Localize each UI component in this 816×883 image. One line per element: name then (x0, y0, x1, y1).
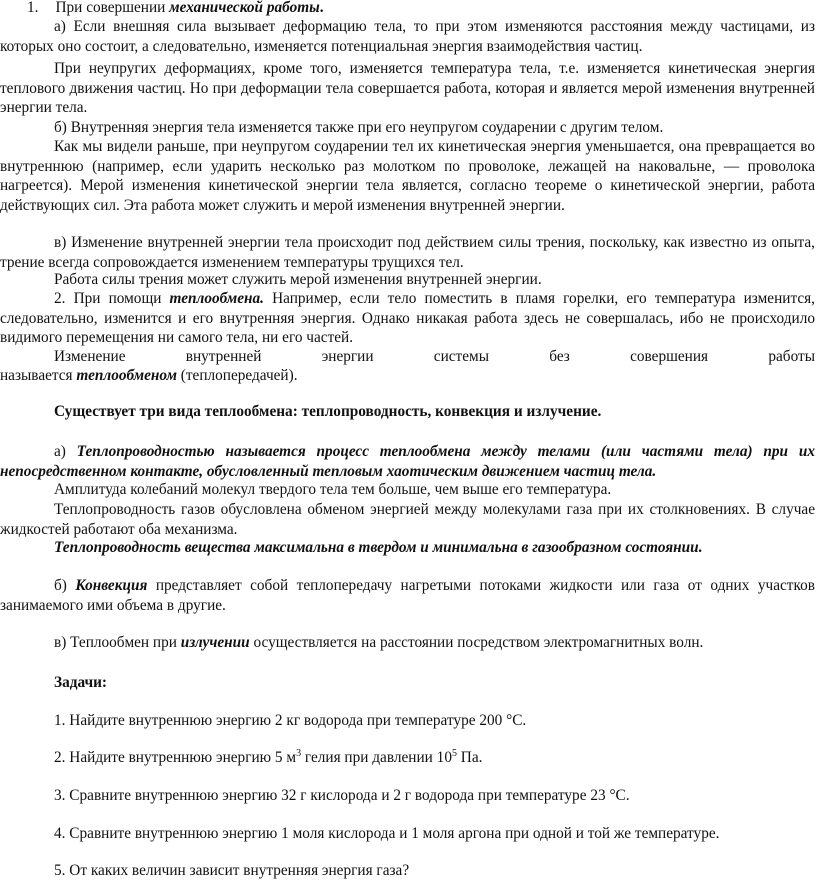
task-2: 2. Найдите внутреннюю энергию 5 $м^3$ гелия при давлении $10^5$ Па. (54, 747, 483, 766)
paragraph-gas-conduction: Теплопроводность газов обусловлена обменом энергией между молекулами газа при их столкновениях. В случае жидкостей работают оба механизма. (0, 501, 815, 538)
task-4: 4. Сравните внутреннюю энергию 1 моля кислорода и 1 моля аргона при одной и той же температуре. (54, 825, 720, 842)
task-1: 1. Найдите внутреннюю энергию 2 кг водорода при температуре 200 °С. (54, 712, 527, 729)
paragraph-collision-explanation: Как мы видели раньше, при неупругом соударении тел их кинетическая энергия уменьшается, она превращается во внутреннюю (например, если ударить несколько раз молотком по проволоке, лежащей на наковальне, — проволока нагреется). Мерой изменения кинетической энергии тела является, согласно теореме о кинетической энергии, работа действующих сил. Эта работа может служить и мерой изменения внутренней энергии. (0, 138, 815, 214)
paragraph-inelastic-collision: б) Внутренняя энергия тела изменяется также при его неупругом соударении с другим телом. (54, 119, 664, 136)
conduction-max-min: Теплопроводность вещества максимальна в твердом и минимальна в газообразном состоянии. (54, 539, 703, 556)
term-radiation: излучении (180, 634, 250, 651)
term-conduction: Теплопроводностью называется процесс теплообмена между телами (или частями тела) при их непосредственном контакте, обусловленный тепловым хаотическим движением частиц тела. (0, 443, 815, 480)
paragraph-inelastic-deformation: При неупругих деформациях, кроме того, изменяется температура тела, т.е. изменяется кинетическая энергия теплового движения частиц. Но при деформации тела совершается работа, которая и является мерой изменения внутренней энергии тела. (0, 60, 815, 117)
paragraph-friction: в) Изменение внутренней энергии тела происходит под действием силы трения, поскольку, как известно из опыта, трение всегда сопровождается изменением температуры трущихся тел. (0, 234, 815, 271)
task-5: 5. От каких величин зависит внутренняя энергия газа? (54, 862, 410, 879)
conduction-definition: а) Теплопроводностью называется процесс теплообмена между телами (или частями тела) при их непосредственном контакте, обусловленный тепловым хаотическим движением частиц тела. (0, 443, 815, 480)
task-3: 3. Сравните внутреннюю энергию 32 г кислорода и 2 г водорода при температуре 23 °С. (54, 787, 630, 804)
definition-continuation: называется теплообменом (теплопередачей). (0, 367, 298, 384)
radiation-paragraph: в) Теплообмен при излучении осуществляется на расстоянии посредством электромагнитных волн. (54, 634, 704, 651)
term-mechanical-work: механической работы (169, 0, 320, 16)
term-convection: Конвекция (75, 577, 148, 594)
term-heat-transfer: теплообменом (76, 367, 177, 384)
tasks-heading: Задачи: (54, 674, 108, 691)
section-1-heading: 1. При совершении механической работы. (27, 0, 324, 16)
convection-paragraph: б) Конвекция представляет собой теплопередачу нагретыми потоками жидкости или газа от одних участков занимаемого ими объема в другие. (0, 577, 815, 614)
paragraph-amplitude: Амплитуда колебаний молекул твердого тела тем больше, чем выше его температура. (54, 481, 612, 498)
definition-line: Изменение внутренней энергии системы без совершения работы (54, 348, 815, 365)
term-heat-exchange: теплообмена. (169, 290, 264, 307)
section-1-number: 1. (27, 0, 39, 16)
heat-exchange-types-heading: Существует три вида теплообмена: теплопроводность, конвекция и излучение. (54, 403, 602, 420)
section-2-heat-exchange: 2. При помощи теплообмена. Например, если тело поместить в пламя горелки, его температура изменится, следовательно, изменится и его внутренняя энергия. Однако никакая работа здесь не совершалась, ибо не происходило видимого перемещения ни самого тела, ни его частей. (0, 290, 815, 347)
paragraph-deformation: а) Если внешняя сила вызывает деформацию тела, то при этом изменяются расстояния между частицами, из которых оно состоит, а следовательно, изменяется потенциальная энергия взаимодействия частиц. (0, 18, 815, 55)
paragraph-friction-work: Работа силы трения может служить мерой изменения внутренней энергии. (54, 271, 542, 288)
